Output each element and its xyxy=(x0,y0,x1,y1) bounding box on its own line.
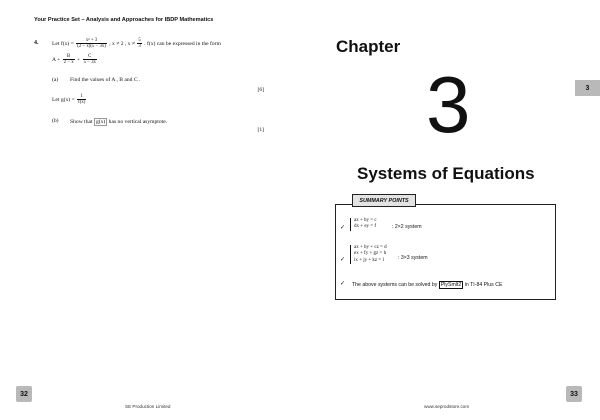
condition-fraction xyxy=(137,38,141,49)
sys3-label: : 3×3 system xyxy=(398,255,428,261)
q-let: Let xyxy=(52,40,60,47)
g-denominator: f(x) xyxy=(78,100,86,106)
form-b-den: 2 − x xyxy=(63,60,74,66)
chapter-title: Systems of Equations xyxy=(357,164,535,183)
fx-denominator: (2 − x)(5 − 3x) xyxy=(77,44,106,50)
chapter-side-tab: 3 xyxy=(575,80,600,96)
part-a-text: Find the values of A , B and C . xyxy=(70,77,141,83)
question-statement xyxy=(52,38,221,49)
form-plus: + xyxy=(77,56,81,63)
system-3x3 xyxy=(350,245,387,264)
part-b-mark: [1] xyxy=(257,127,264,133)
check-icon: ✓ xyxy=(340,257,346,263)
note-pre: The above systems can be solved by xyxy=(352,282,438,288)
form-expression xyxy=(52,54,98,65)
sys2-line2: dx + ey = f xyxy=(354,224,377,230)
question-number: 4. xyxy=(34,40,39,46)
g-definition xyxy=(52,94,87,105)
footer-left: SE Production Limited xyxy=(125,404,171,409)
chapter-number: 3 xyxy=(426,60,471,149)
sys3-line3: ix + jy + kz = l xyxy=(354,257,384,263)
sys3-line2: ex + fy + gz = h xyxy=(354,251,387,257)
form-c-fraction xyxy=(83,54,97,65)
page-number-right: 33 xyxy=(566,386,582,402)
note-post: in TI-84 Plus CE xyxy=(464,282,503,288)
form-b-num: B xyxy=(63,54,75,60)
part-a-mark: [6] xyxy=(257,87,264,93)
q-tail: . f(x) can be expressed in the form xyxy=(144,40,221,47)
system-2x2 xyxy=(350,218,377,231)
g-numerator: 1 xyxy=(77,94,86,100)
running-head: Your Practice Set – Analysis and Approaches for IBDP Mathematics xyxy=(34,17,214,23)
chapter-word: Chapter xyxy=(336,37,401,56)
part-b-pre: Show that xyxy=(70,119,93,125)
cond-numerator: 5 xyxy=(138,38,141,43)
footer-right: www.seprodstore.com xyxy=(424,404,470,409)
q-conditions: , x ≠ 2 , x ≠ xyxy=(109,40,135,47)
q-fx: f(x) = xyxy=(60,40,74,47)
part-b-label: (b) xyxy=(52,118,59,124)
check-icon: ✓ xyxy=(340,225,346,231)
form-c-num: C xyxy=(83,54,97,60)
g-let: Let g(x) = xyxy=(52,96,75,103)
fx-numerator: x² + 3 xyxy=(76,38,107,44)
sys3-line1: ax + by + cz = d xyxy=(354,245,387,250)
part-b-text xyxy=(70,118,167,126)
sys2-line1: ax + by = c xyxy=(354,218,377,223)
fx-fraction xyxy=(76,38,107,49)
part-a-label: (a) xyxy=(52,77,59,83)
form-c-den: 5 − 3x xyxy=(83,60,96,66)
part-b-boxed: g(x) xyxy=(95,119,106,125)
cond-denominator: 3 xyxy=(138,44,141,50)
summary-note xyxy=(352,281,502,289)
page-number-left: 32 xyxy=(16,386,32,402)
form-a: A + xyxy=(52,56,61,63)
note-boxed-key: PlySmlt2 xyxy=(440,282,462,288)
sys2-label: : 2×2 system xyxy=(392,224,422,230)
check-icon: ✓ xyxy=(340,281,346,287)
form-b-fraction xyxy=(63,54,75,65)
g-fraction xyxy=(77,94,86,105)
summary-tab: SUMMARY POINTS xyxy=(352,194,416,207)
part-b-post: has no vertical asymptote. xyxy=(108,119,168,125)
